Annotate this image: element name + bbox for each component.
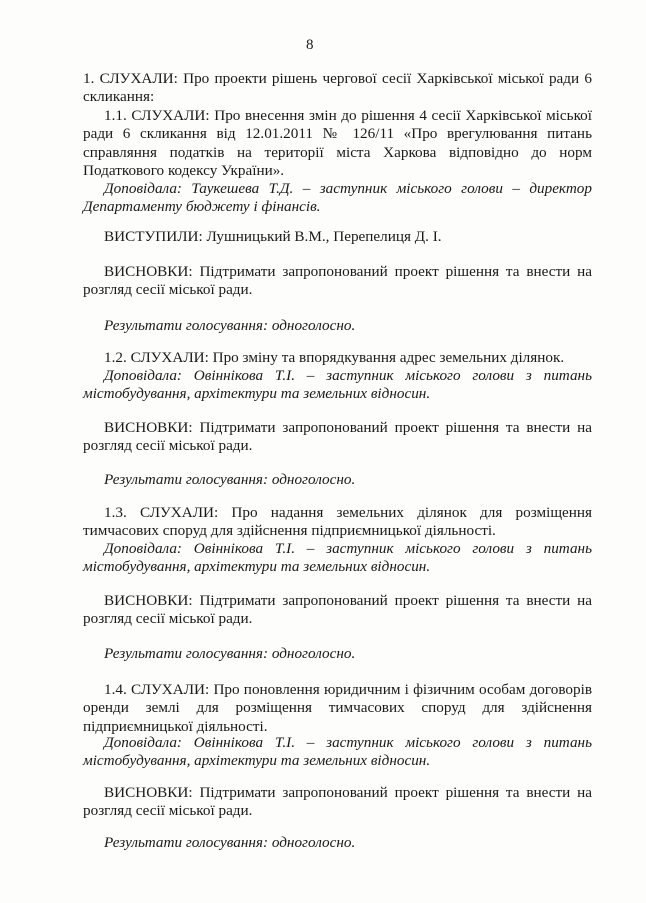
agenda-item-1-2-speaker: Доповідала: Овіннікова Т.І. – заступник міського голови з питань містобудування, архітектури та земельних відносин. <box>83 367 592 403</box>
agenda-item-1-4-conclusion: ВИСНОВКИ: Підтримати запропонований проект рішення та внести на розгляд сесії міської ради. <box>83 784 592 820</box>
agenda-item-1-1-speakers: ВИСТУПИЛИ: Лушницький В.М., Перепелиця Д. І. <box>104 228 442 245</box>
agenda-item-1-3-speaker: Доповідала: Овіннікова Т.І. – заступник міського голови з питань містобудування, архітектури та земельних відносин. <box>83 540 592 576</box>
agenda-item-1-4-vote: Результати голосування: одноголосно. <box>104 834 356 851</box>
agenda-item-1-1-speaker: Доповідала: Таукешева Т.Д. – заступник міського голови – директор Департаменту бюджету і фінансів. <box>83 180 592 216</box>
agenda-item-1-1-vote: Результати голосування: одноголосно. <box>104 317 356 334</box>
agenda-item-1-heard: 1. СЛУХАЛИ: Про проекти рішень чергової сесії Харківської міської ради 6 скликання: <box>83 70 592 106</box>
agenda-item-1-3-conclusion: ВИСНОВКИ: Підтримати запропонований проект рішення та внести на розгляд сесії міської ради. <box>83 592 592 628</box>
page-number: 8 <box>306 37 314 53</box>
agenda-item-1-3-vote: Результати голосування: одноголосно. <box>104 645 356 662</box>
agenda-item-1-4-heard: 1.4. СЛУХАЛИ: Про поновлення юридичним і фізичним особам договорів оренди землі для розміщення тимчасових споруд для здійснення підприємницької діяльності. <box>83 681 592 735</box>
agenda-item-1-1-heard: 1.1. СЛУХАЛИ: Про внесення змін до рішення 4 сесії Харківської міської ради 6 скликання від 12.01.2011 № 126/11 «Про врегулювання питань справляння податків на території міста Харкова відповідно до норм Податкового кодексу України». <box>83 107 592 179</box>
agenda-item-1-2-conclusion: ВИСНОВКИ: Підтримати запропонований проект рішення та внести на розгляд сесії міської ради. <box>83 419 592 455</box>
agenda-item-1-2-heard: 1.2. СЛУХАЛИ: Про зміну та впорядкування адрес земельних ділянок. <box>104 349 565 366</box>
agenda-item-1-2-vote: Результати голосування: одноголосно. <box>104 471 356 488</box>
agenda-item-1-4-speaker: Доповідала: Овіннікова Т.І. – заступник міського голови з питань містобудування, архітектури та земельних відносин. <box>83 734 592 770</box>
agenda-item-1-3-heard: 1.3. СЛУХАЛИ: Про надання земельних ділянок для розміщення тимчасових споруд для здійснення підприємницької діяльності. <box>83 504 592 540</box>
agenda-item-1-1-conclusion: ВИСНОВКИ: Підтримати запропонований проект рішення та внести на розгляд сесії міської ради. <box>83 263 592 299</box>
